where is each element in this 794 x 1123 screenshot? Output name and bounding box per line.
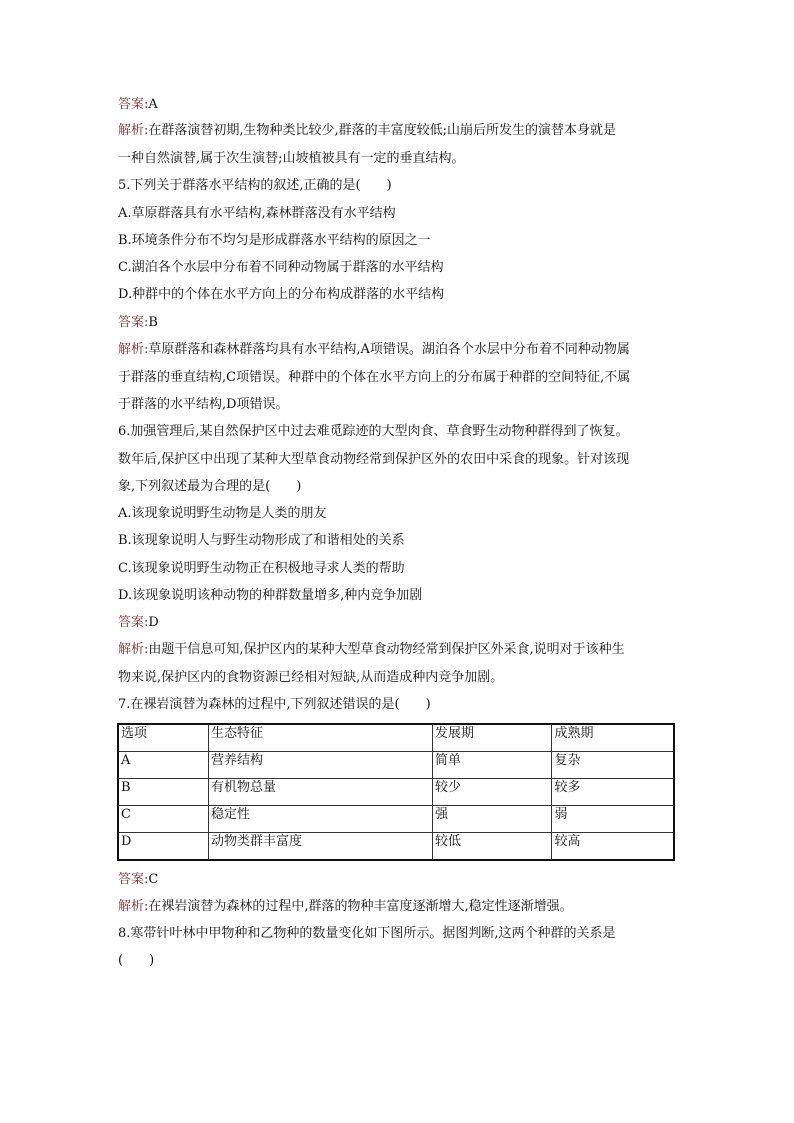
question-5-option-d: D.种群中的个体在水平方向上的分布构成群落的水平结构 [118, 287, 445, 302]
explanation-text: 在群落演替初期,生物种类比较少,群落的丰富度较低;山崩后所发生的演替本身就是 [148, 123, 617, 138]
table-cell: D [118, 833, 208, 861]
explanation-5-line-2: 于群落的垂直结构,C项错误。种群中的个体在水平方向上的分布属于种群的空间特征,不属 [118, 370, 631, 385]
answer-4 [118, 96, 688, 114]
question-6-line-3: 象,下列叙述最为合理的是( ) [118, 479, 302, 494]
table-cell: 简单 [432, 752, 552, 779]
answer-label: 答案: [118, 872, 149, 887]
table-cell: 有机物总量 [208, 779, 432, 806]
question-5-stem: 5.下列关于群落水平结构的叙述,正确的是( ) [118, 178, 392, 193]
explanation-6-line-2: 物来说,保护区内的食物资源已经相对短缺,从而造成种内竞争加剧。 [118, 670, 504, 685]
answer-value: A [148, 97, 158, 112]
answer-label: 答案: [118, 97, 149, 112]
explanation-label: 解析: [118, 123, 149, 138]
explanation-4-line-1 [118, 122, 688, 140]
table-header-row [118, 724, 674, 752]
explanation-label: 解析: [118, 642, 149, 657]
question-6-option-d: D.该现象说明该种动物的种群数量增多,种内竞争加剧 [118, 588, 423, 603]
table-header-cell: 生态特征 [208, 724, 432, 752]
table-cell: 强 [432, 806, 552, 833]
answer-value: C [148, 872, 159, 887]
ecology-table [117, 723, 675, 861]
table-cell: B [118, 779, 208, 806]
table-cell: 营养结构 [208, 752, 432, 779]
explanation-text: 在裸岩演替为森林的过程中,群落的物种丰富度逐渐增大,稳定性逐渐增强。 [148, 899, 573, 914]
table-header-cell: 成熟期 [552, 724, 674, 752]
question-8-line-1: 8.寒带针叶林中甲物种和乙物种的数量变化如下图所示。据图判断,这两个种群的关系是 [118, 926, 616, 941]
answer-label: 答案: [118, 615, 149, 630]
question-5-option-c: C.湖泊各个水层中分布着不同种动物属于群落的水平结构 [118, 260, 444, 275]
table-cell: 动物类群丰富度 [208, 833, 432, 861]
answer-6 [118, 614, 688, 632]
table-cell: 弱 [552, 806, 674, 833]
explanation-6-line-1 [118, 641, 688, 659]
table-cell: C [118, 806, 208, 833]
question-6-line-1: 6.加强管理后,某自然保护区中过去难觅踪迹的大型肉食、草食野生动物种群得到了恢复。 [118, 424, 629, 439]
question-5-option-a: A.草原群落具有水平结构,森林群落没有水平结构 [118, 206, 396, 221]
explanation-5-line-3: 于群落的水平结构,D项错误。 [118, 397, 289, 412]
table-row [118, 806, 674, 833]
table-cell: 较低 [432, 833, 552, 861]
explanation-7-line-1 [118, 898, 688, 916]
explanation-5-line-1 [118, 341, 688, 359]
explanation-text: 草原群落和森林群落均具有水平结构,A项错误。湖泊各个水层中分布着不同种动物属 [148, 342, 630, 357]
question-6-option-a: A.该现象说明野生动物是人类的朋友 [118, 506, 327, 521]
question-6-line-2: 数年后,保护区中出现了某种大型草食动物经常到保护区外的农田中采食的现象。针对该现 [118, 452, 630, 467]
table-cell: 较高 [552, 833, 674, 861]
table-row [118, 752, 674, 779]
answer-value: D [148, 615, 159, 630]
question-6-option-c: C.该现象说明野生动物正在积极地寻求人类的帮助 [118, 561, 405, 576]
explanation-text: 由题干信息可知,保护区内的某种大型草食动物经常到保护区外采食,说明对于该种生 [148, 642, 625, 657]
answer-7 [118, 871, 688, 889]
answer-label: 答案: [118, 315, 149, 330]
table-row [118, 833, 674, 861]
explanation-label: 解析: [118, 342, 149, 357]
explanation-4-line-2: 一种自然演替,属于次生演替;山坡植被具有一定的垂直结构。 [118, 151, 465, 166]
answer-5 [118, 314, 688, 332]
question-7-stem: 7.在裸岩演替为森林的过程中,下列叙述错误的是( ) [118, 697, 431, 712]
table-cell: 较多 [552, 779, 674, 806]
question-8-line-2: ( ) [118, 953, 155, 968]
table-cell: 较少 [432, 779, 552, 806]
table-header-cell: 发展期 [432, 724, 552, 752]
table-row [118, 779, 674, 806]
table-cell: 稳定性 [208, 806, 432, 833]
question-5-option-b: B.环境条件分布不均匀是形成群落水平结构的原因之一 [118, 233, 431, 248]
table-cell: 复杂 [552, 752, 674, 779]
table-header-cell: 选项 [118, 724, 208, 752]
answer-value: B [148, 315, 158, 330]
explanation-label: 解析: [118, 899, 149, 914]
table-cell: A [118, 752, 208, 779]
question-6-option-b: B.该现象说明人与野生动物形成了和谐相处的关系 [118, 533, 405, 548]
